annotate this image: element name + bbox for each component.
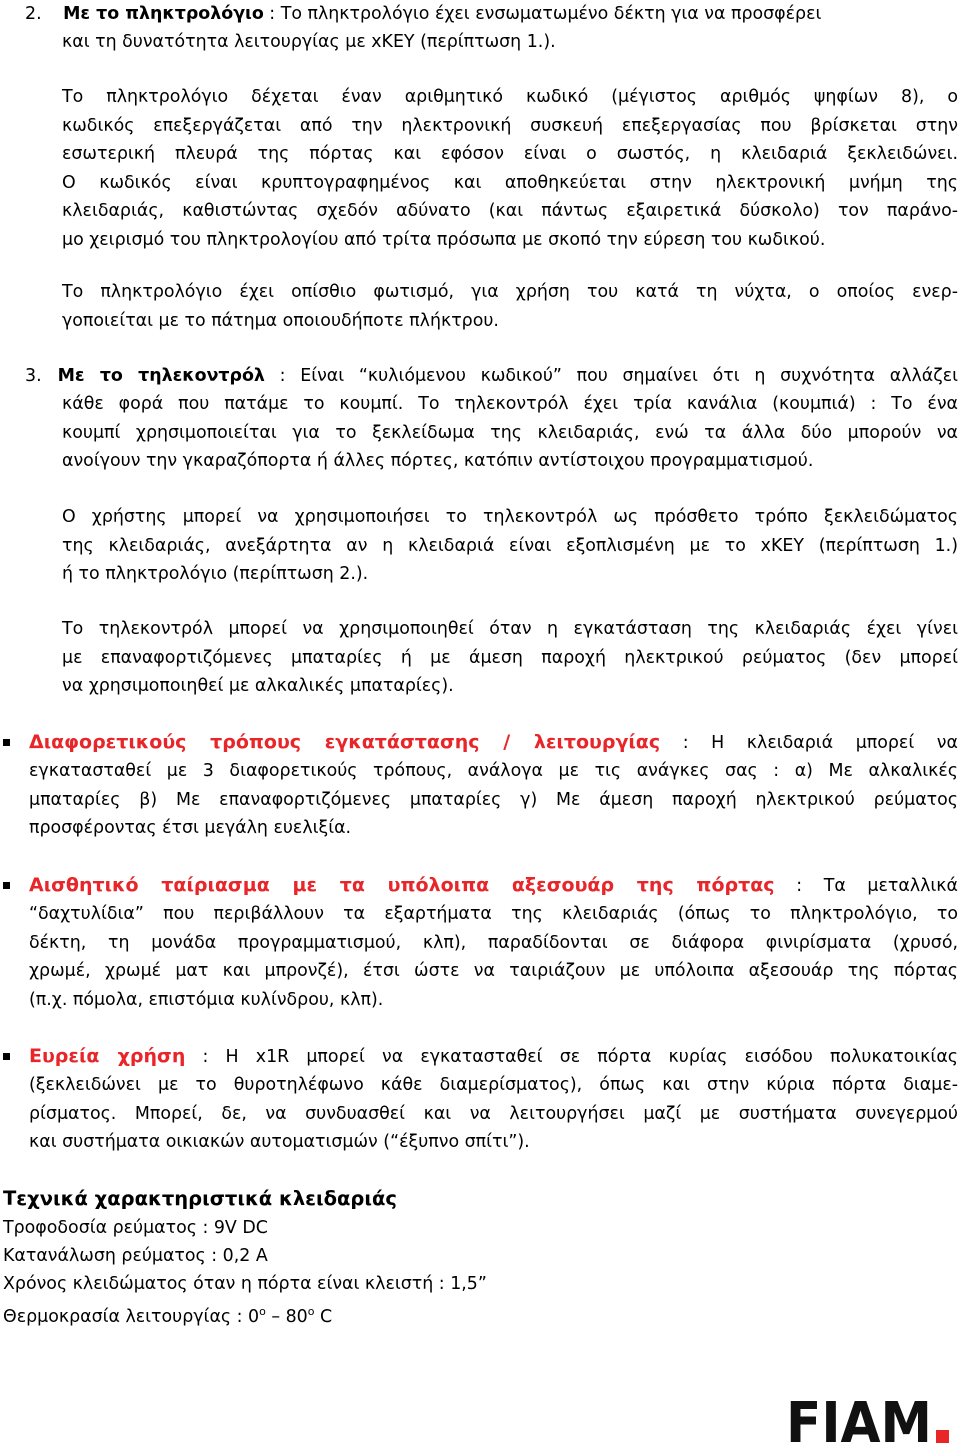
item-3 — [25, 362, 958, 391]
bullet-install-line1-rest: : Η κλειδαριά μπορεί να — [660, 733, 958, 753]
para-backlight — [62, 278, 958, 335]
para-line: της κλειδαριάς, ανεξάρτητα αν η κλειδαριά είναι εξοπλισμένη με το xKEY (περίπτωση 1.) — [62, 535, 958, 556]
bullet-aesthetic-first — [29, 871, 958, 900]
para-line: κάθε φορά που πατάμε το κουμπί. Το τηλεκοντρόλ έχει τρία κανάλια (κουμπιά) : Το ένα — [62, 394, 958, 414]
bullet-marker — [3, 1053, 10, 1060]
para-remote-batteries — [62, 615, 958, 701]
item-2-line1-rest: : Το πληκτρολόγιο έχει ενσωματωμένο δέκτη για να προσφέρει — [263, 4, 822, 24]
bullet-install-first — [29, 728, 958, 757]
item-3-line-1 — [25, 362, 958, 391]
para-line: εσωτερική πλευρά της πόρτας και εφόσον είναι ο σωστός, η κλειδαριά ξεκλειδώνει. — [62, 144, 958, 164]
bullet-usage-first — [29, 1042, 958, 1071]
bullet-usage-line1-rest: : Η x1R μπορεί να εγκατασταθεί σε πόρτα κυρίας εισόδου πολυκατοικίας — [185, 1047, 958, 1067]
bullet-aesthetic-title: Αισθητικό ταίριασμα με τα υπόλοιπα αξεσουάρ της πόρτας — [29, 874, 775, 896]
para-line: και συστήματα οικιακών αυτοματισμών (“έξυπνο σπίτι”). — [29, 1132, 530, 1152]
para-line: “δαχτυλίδια” που περιβάλλουν τα εξαρτήματα της κλειδαριάς (όπως το πληκτρολόγιο, το — [29, 904, 958, 924]
logo-text: FIAM — [786, 1398, 932, 1444]
degree-mark: o — [307, 1305, 315, 1318]
item-2-number: 2. — [25, 4, 42, 24]
spec-temperature — [3, 1298, 332, 1331]
para-keypad-code — [62, 83, 958, 254]
para-line: κουμπί χρησιμοποιείται για το ξεκλείδωμα της κλειδαριάς, ενώ τα άλλα δύο μπορούν να — [62, 422, 958, 443]
bullet-aesthetic-line-1 — [29, 871, 958, 900]
para-line: μπαταρίες β) Με επαναφορτιζόμενες μπαταρίες γ) Με άμεση παροχή ηλεκτρικού ρεύματος — [29, 789, 958, 810]
para-line: χρωμέ, χρωμέ ματ και μπρονζέ), έτσι ώστε να ταιριάζουν με υπόλοιπα αξεσουάρ της πόρτας — [29, 961, 958, 981]
specs-title: Τεχνικά χαρακτηριστικά κλειδαριάς — [3, 1187, 397, 1210]
para-line: εγκατασταθεί με 3 διαφορετικούς τρόπους, ανάλογα με τις ανάγκες σας : α) Με αλκαλικές — [29, 761, 958, 781]
bullet-install-title: Διαφορετικούς τρόπους εγκατάστασης / λειτουργίας — [29, 731, 661, 753]
para-line: να χρησιμοποιηθεί με αλκαλικές μπαταρίες). — [62, 676, 454, 696]
item-2-line-1 — [25, 0, 958, 29]
logo-dot — [936, 1430, 949, 1443]
spec-lock-time: Χρόνος κλειδώματος όταν η πόρτα είναι κλειστή : 1,5” — [3, 1274, 487, 1294]
para-line: (π.χ. πόμολα, επιστόμια κυλίνδρου, κλπ). — [29, 989, 384, 1010]
item-3-line1-rest: : Είναι “κυλιόμενου κωδικού” που σημαίνει ότι η συχνότητα αλλάζει — [264, 366, 958, 386]
spec-temp-suffix: C — [314, 1306, 333, 1327]
item-3-number: 3. — [25, 366, 42, 386]
spec-consumption: Κατανάλωση ρεύματος : 0,2 A — [3, 1246, 268, 1266]
para-line: μο χειρισμό του πληκτρολογίου από τρίτα πρόσωπα με σκοπό την εύρεση του κωδικού. — [62, 229, 826, 250]
bullet-aesthetic-line1-rest: : Τα μεταλλικά — [774, 876, 959, 896]
bullet-marker — [3, 739, 10, 746]
para-remote-user — [62, 503, 958, 589]
bullet-usage-line-1 — [29, 1042, 958, 1071]
item-2-line-2: και τη δυνατότητα λειτουργίας με xKEY (περίπτωση 1.). — [62, 32, 556, 52]
item-3-body — [62, 390, 958, 476]
para-line: Το τηλεκοντρόλ μπορεί να χρησιμοποιηθεί όταν η εγκατάσταση της κλειδαριάς έχει γίνει — [62, 619, 958, 639]
spec-temp-middle: – 80 — [265, 1306, 308, 1327]
degree-mark: o — [259, 1305, 266, 1318]
spec-temp-prefix: Θερμοκρασία λειτουργίας : 0 — [3, 1306, 260, 1327]
bullet-install-line-1 — [29, 728, 958, 757]
para-line: ανοίγουν την γκαραζόπορτα ή άλλες πόρτες, κατόπιν αντίστοιχου προγραμματισμού. — [62, 451, 814, 471]
para-line: (ξεκλειδώνει με το θυροτηλέφωνο κάθε διαμερίσματος), όπως και στην κύρια πόρτα διαμε- — [29, 1075, 958, 1095]
bullet-marker — [3, 882, 10, 889]
spec-power-supply: Τροφοδοσία ρεύματος : 9V DC — [3, 1218, 268, 1238]
para-line: ρίσματος. Μπορεί, δε, να συνδυασθεί και να λειτουργήσει μαζί με συστήματα συνεγερμού — [29, 1103, 958, 1124]
item-3-title: Με το τηλεκοντρόλ — [57, 366, 265, 386]
para-line: Το πληκτρολόγιο δέχεται έναν αριθμητικό κωδικό (μέγιστος αριθμός ψηφίων 8), ο — [62, 87, 958, 107]
item-2-cont — [62, 28, 958, 57]
para-line: κλειδαριάς, καθιστώντας σχεδόν αδύνατο (και πάντως εξαιρετικά δύσκολο) τον παράνο- — [62, 201, 958, 221]
bullet-aesthetic-body — [29, 900, 958, 1014]
para-line: προσφέροντας έτσι μεγάλη ευελιξία. — [29, 818, 352, 838]
para-line: κωδικός επεξεργάζεται από την ηλεκτρονική συσκευή επεξεργασίας που βρίσκεται στην — [62, 115, 958, 136]
item-2-title: Με το πληκτρολόγιο — [63, 4, 264, 24]
para-line: γοποιείται με το πάτημα οποιουδήποτε πλήκτρου. — [62, 310, 499, 331]
para-line: ή το πληκτρολόγιο (περίπτωση 2.). — [62, 564, 369, 584]
para-line: Το πληκτρολόγιο έχει οπίσθιο φωτισμό, για χρήση του κατά τη νύχτα, ο οποίος ενερ- — [62, 282, 958, 302]
para-line: με επαναφορτιζόμενες μπαταρίες ή με άμεση παροχή ηλεκτρικού ρεύματος (δεν μπορεί — [62, 647, 958, 668]
para-line: δέκτη, τη μονάδα προγραμματισμού, κλπ), παραδίδονται σε διάφορα φινιρίσματα (χρυσό, — [29, 932, 958, 953]
bullet-usage-body — [29, 1071, 958, 1157]
fiam-logo — [786, 1398, 956, 1444]
para-line: Ο κωδικός είναι κρυπτογραφημένος και αποθηκεύεται στην ηλεκτρονική μνήμη της — [62, 172, 958, 193]
bullet-install-body — [29, 757, 958, 843]
para-line: Ο χρήστης μπορεί να χρησιμοποιήσει το τηλεκοντρόλ ως πρόσθετο τρόπο ξεκλειδώματος — [62, 507, 958, 527]
item-2 — [25, 0, 958, 29]
bullet-usage-title: Ευρεία χρήση — [29, 1045, 186, 1067]
